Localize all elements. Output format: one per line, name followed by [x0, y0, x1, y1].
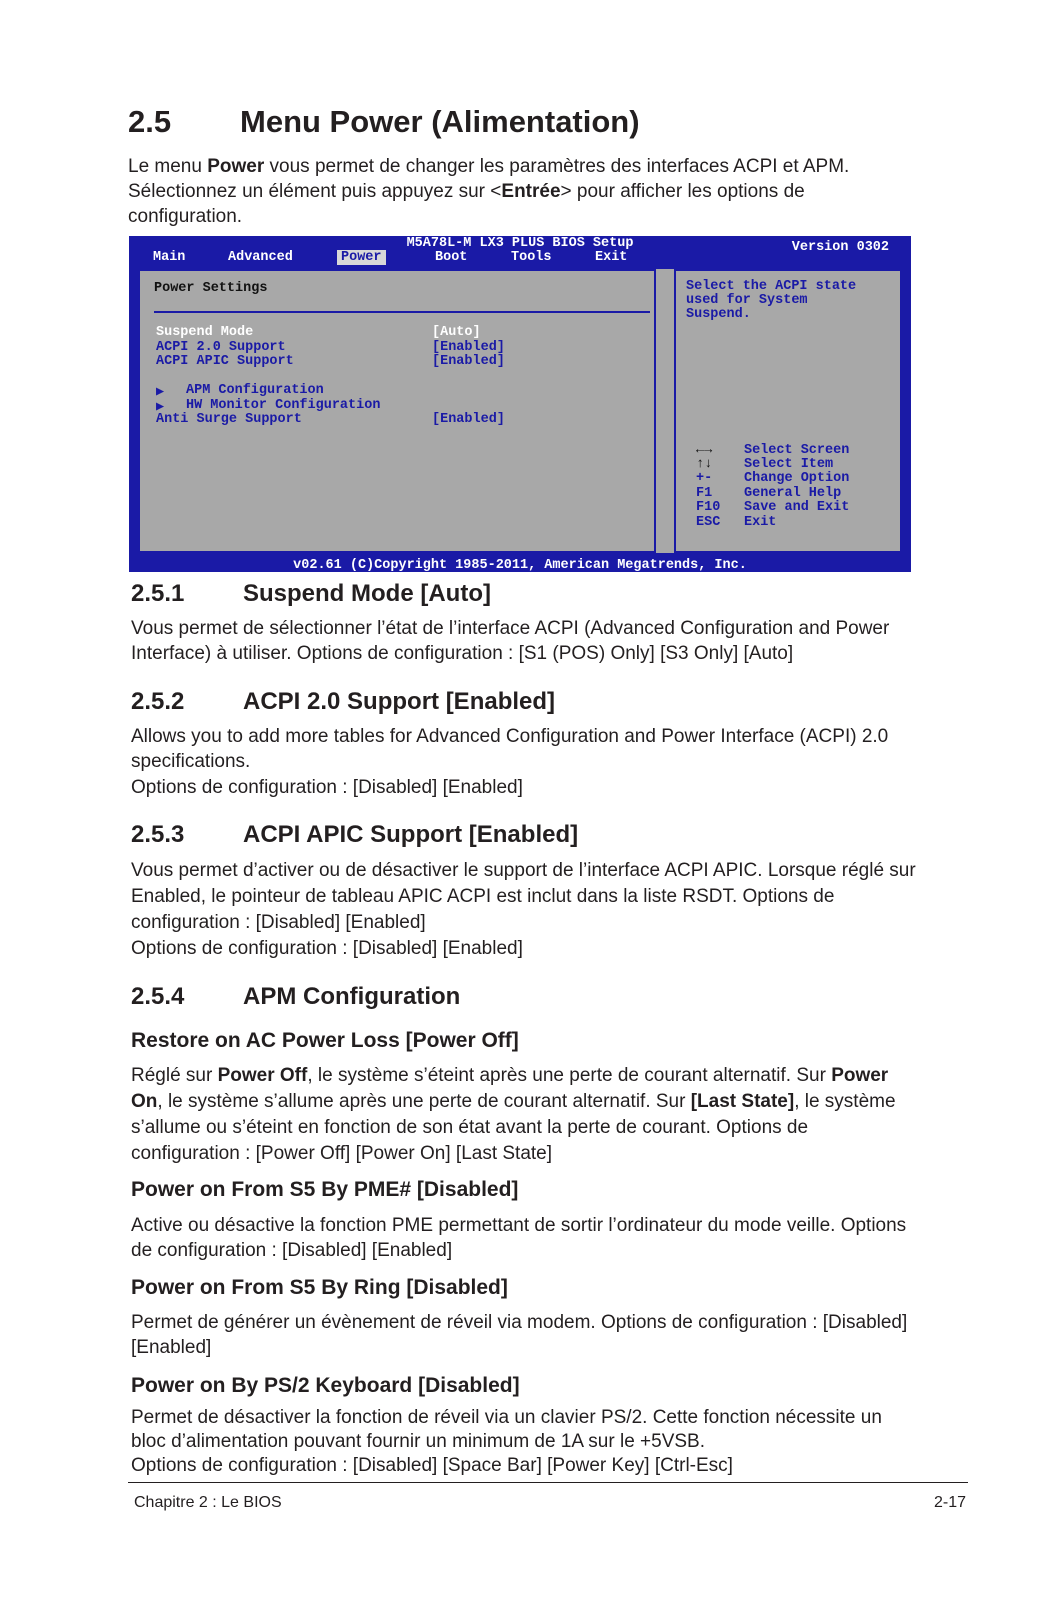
intro-text-3: > pour afficher les options de configuration.	[128, 181, 805, 227]
ps2-options: Options de configuration : [Disabled] [Space Bar] [Power Key] [Ctrl-Esc]	[131, 1455, 733, 1476]
restore-text-2: , le système s’éteint après une perte de courant alternatif. Sur	[307, 1065, 832, 1086]
bios-item-hw-monitor-configuration[interactable]: HW Monitor Configuration	[186, 398, 381, 413]
bios-menu-tools[interactable]: Tools	[511, 250, 552, 265]
bios-help-line: Suspend.	[686, 307, 751, 322]
bios-value-anti-surge-support[interactable]: [Enabled]	[432, 412, 505, 427]
section-title: Suspend Mode [Auto]	[243, 580, 491, 607]
bios-divider	[154, 311, 650, 313]
page-title	[128, 104, 640, 140]
restore-bold-1: Power Off	[217, 1065, 308, 1086]
section-number: 2.5.3	[131, 821, 185, 848]
bios-item-apm-configuration[interactable]: APM Configuration	[186, 383, 324, 398]
footer-divider	[128, 1482, 968, 1483]
bios-menu-main[interactable]: Main	[153, 250, 186, 265]
bios-copyright: v02.61 (C)Copyright 1985-2011, American Megatrends, Inc.	[293, 558, 747, 573]
bios-section-heading: Power Settings	[154, 281, 268, 296]
restore-bold-2: Power On	[131, 1065, 889, 1112]
bios-key-desc: Change Option	[744, 471, 850, 486]
intro-paragraph	[128, 154, 918, 229]
section-number: 2.5.2	[131, 688, 185, 715]
pme-paragraph: Active ou désactive la fonction PME permettant de sortir l’ordinateur du mode veille. Options de configuration : [Disabled] [Enabled]	[131, 1215, 907, 1261]
restore-paragraph	[131, 1063, 921, 1167]
bios-item-acpi-apic-support[interactable]: ACPI APIC Support	[156, 354, 294, 369]
subheading-power-on-ps2: Power on By PS/2 Keyboard [Disabled]	[131, 1374, 520, 1397]
bios-value-acpi-2-support[interactable]: [Enabled]	[432, 340, 505, 355]
bios-submenu-arrow-icon: ▶	[156, 400, 165, 415]
bios-key: F10	[696, 500, 721, 515]
section-title: ACPI APIC Support [Enabled]	[243, 821, 579, 848]
ring-paragraph: Permet de générer un évènement de réveil via modem. Options de configuration : [Disabled] [Enabled]	[131, 1312, 908, 1358]
bios-item-anti-surge-support[interactable]: Anti Surge Support	[156, 412, 302, 427]
section-options: Options de configuration : [Disabled] [Enabled]	[131, 938, 523, 959]
bios-screen	[129, 236, 911, 572]
section-body: Vous permet de sélectionner l’état de l’interface ACPI (Advanced Configuration and Power Interface) à utiliser. Options de configuration : [S1 (POS) Only] [S3 Only] [Auto]	[131, 618, 890, 664]
intro-bold-2: Entrée	[501, 181, 561, 202]
section-number: 2.5.1	[131, 580, 185, 607]
section-heading-2-5-3	[131, 821, 578, 849]
restore-text-3: , le système s’allume après une perte de courant alternatif. Sur	[157, 1091, 691, 1112]
bios-key: ESC	[696, 515, 721, 530]
subheading-power-on-ring: Power on From S5 By Ring [Disabled]	[131, 1276, 508, 1299]
bios-value-acpi-apic-support[interactable]: [Enabled]	[432, 354, 505, 369]
left-right-arrows-icon: ←→	[696, 443, 713, 458]
section-body: Allows you to add more tables for Advanced Configuration and Power Interface (ACPI) 2.0 specifications.	[131, 726, 889, 772]
subheading-power-on-pme: Power on From S5 By PME# [Disabled]	[131, 1178, 519, 1201]
bios-item-suspend-mode[interactable]: Suspend Mode	[156, 325, 254, 340]
bios-settings-pane	[138, 269, 656, 553]
bios-version: Version 0302	[791, 240, 889, 255]
intro-bold-1: Power	[207, 156, 265, 177]
section-heading-2-5-4	[131, 983, 460, 1011]
section-options: Options de configuration : [Disabled] [Enabled]	[131, 777, 523, 798]
bios-help-line: Select the ACPI state	[686, 279, 857, 294]
ps2-paragraph: Permet de désactiver la fonction de réveil via un clavier PS/2. Cette fonction nécessite un bloc d’alimentation pouvant fournir un minimum de 1A sur le +5VSB.	[131, 1407, 882, 1452]
bios-help-line: used for System	[686, 293, 808, 308]
bios-menu-advanced[interactable]: Advanced	[228, 250, 293, 265]
bios-submenu-arrow-icon: ▶	[156, 385, 165, 400]
section-number: 2.5.4	[131, 983, 185, 1010]
bios-value-suspend-mode[interactable]: [Auto]	[432, 325, 481, 340]
section-title: APM Configuration	[243, 983, 461, 1010]
intro-text-1: Le menu	[128, 156, 208, 177]
up-down-arrows-icon: ↑↓	[696, 457, 713, 472]
section-title: ACPI 2.0 Support [Enabled]	[243, 688, 556, 715]
intro-text-2: vous permet de changer les paramètres des interfaces ACPI et APM. Sélectionnez un élément puis appuyez sur <	[128, 156, 850, 202]
bios-menu-boot[interactable]: Boot	[435, 250, 468, 265]
subheading-restore-ac-power-loss: Restore on AC Power Loss [Power Off]	[131, 1029, 519, 1052]
bios-key-desc: Select Screen	[744, 443, 850, 458]
bios-key-desc: Save and Exit	[744, 500, 850, 515]
bios-item-acpi-2-support[interactable]: ACPI 2.0 Support	[156, 340, 286, 355]
section-heading-2-5-2	[131, 688, 555, 716]
section-body: Vous permet d’activer ou de désactiver le support de l’interface ACPI APIC. Lorsque réglé sur Enabled, le pointeur de tableau APIC ACPI est inclut dans la liste RSDT. Options de configuration : [Disabled] [Enabled]	[131, 860, 916, 933]
bios-key-desc: Select Item	[744, 457, 834, 472]
page-number: 2-17	[933, 1494, 966, 1511]
section-heading-2-5-1	[131, 580, 491, 608]
restore-text-1: Réglé sur	[131, 1065, 218, 1086]
bios-key: F1	[696, 486, 713, 501]
bios-menu-exit[interactable]: Exit	[595, 250, 628, 265]
bios-help-pane	[674, 269, 902, 553]
section-title: Menu Power (Alimentation)	[240, 104, 640, 139]
bios-title: M5A78L-M LX3 PLUS BIOS Setup	[406, 236, 634, 251]
bios-key-desc: General Help	[744, 486, 842, 501]
bios-menu-power[interactable]: Power	[337, 250, 386, 265]
restore-text-4: , le système s’allume ou s’éteint en fonction de son état avant la perte de courant. Options de configuration : [Power Off] [Power On] [Last State]	[131, 1091, 896, 1164]
footer-chapter: Chapitre 2 : Le BIOS	[134, 1494, 282, 1511]
bios-key: +-	[696, 471, 713, 486]
restore-bold-3: [Last State]	[690, 1091, 795, 1112]
bios-body	[135, 266, 905, 556]
bios-key-desc: Exit	[744, 515, 777, 530]
section-number: 2.5	[128, 104, 172, 139]
